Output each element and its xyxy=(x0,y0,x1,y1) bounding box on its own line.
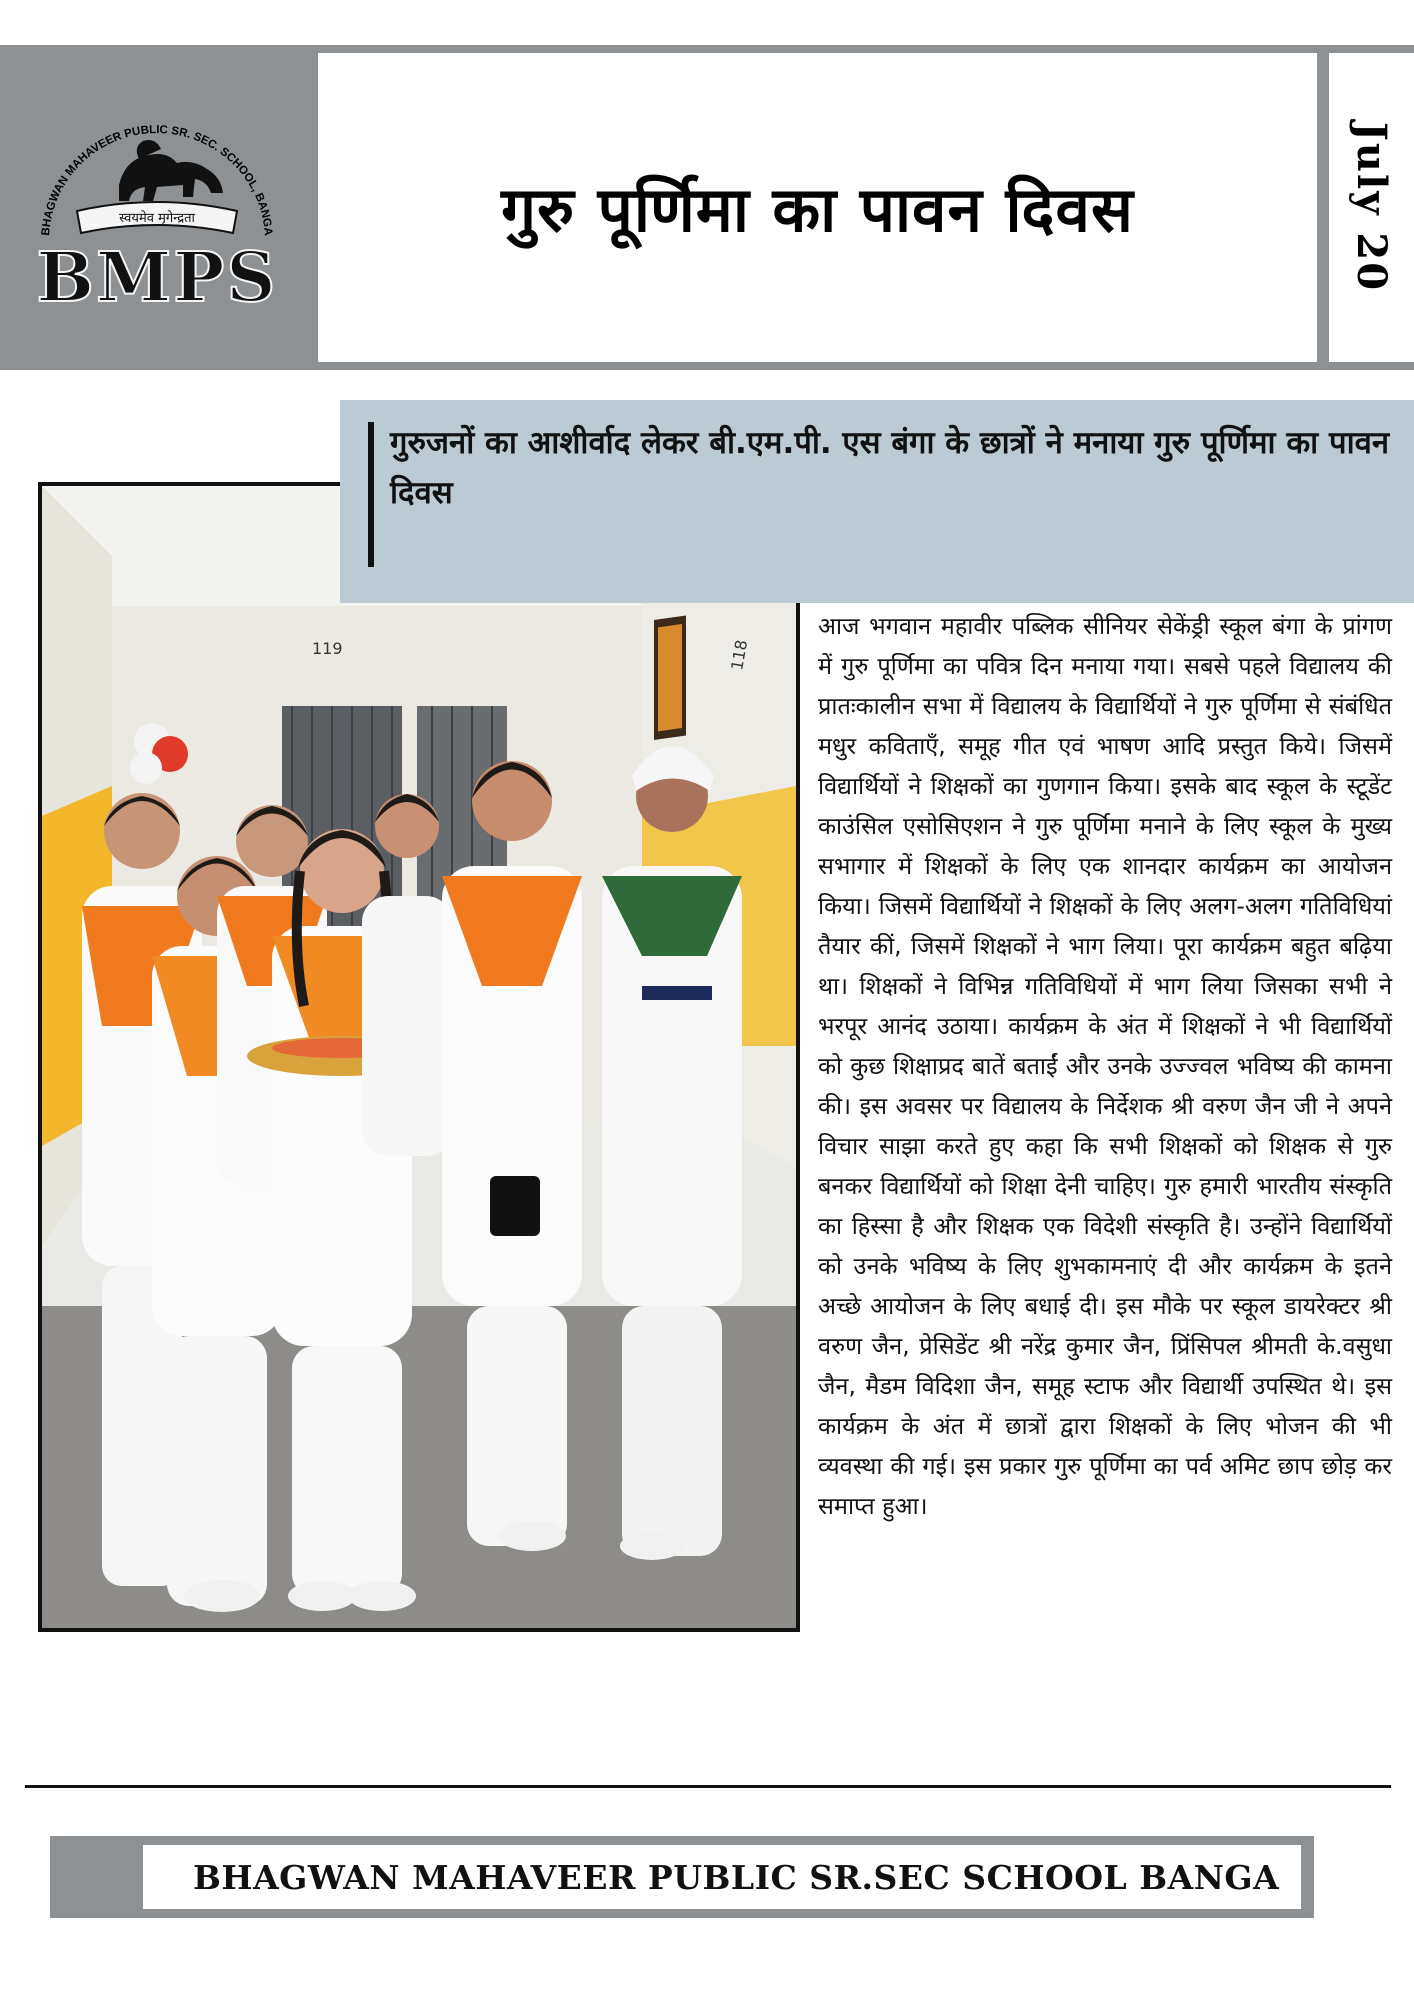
subtitle-box xyxy=(340,400,1414,603)
article-body: आज भगवान महावीर पब्लिक सीनियर सेकेंड्री स्कूल बंगा के प्रांगण में गुरु पूर्णिमा का पवित्र दिन मनाया गया। सबसे पहले विद्यालय की प्रातःकालीन सभा में विद्यालय के विद्यार्थियों ने गुरु पूर्णिमा से संबंधित मधुर कविताएँ, समूह गीत एवं भाषण आदि प्रस्तुत किये। जिसमें विद्यार्थियों ने शिक्षकों का गुणगान किया। इसके बाद स्कूल के स्टूडेंट काउंसिल एसोसिएशन ने गुरु पूर्णिमा मनाने के लिए स्कूल के मुख्य सभागार में शिक्षकों के लिए एक शानदार कार्यक्रम का आयोजन किया। जिसमें विद्यार्थियों ने शिक्षकों के लिए अलग-अलग गतिविधियां तैयार कीं, जिसमें शिक्षकों ने भाग लिया। पूरा कार्यक्रम बहुत बढ़िया था। शिक्षकों ने विभिन्न गतिविधियों में भाग लिया जिसका सभी ने भरपूर आनंद उठाया। कार्यक्रम के अंत में शिक्षकों ने भी विद्यार्थियों को कुछ शिक्षाप्रद बातें बताईं और उनके उज्ज्वल भविष्य की कामना की। इस अवसर पर विद्यालय के निर्देशक श्री वरुण जैन जी ने अपने विचार साझा करते हुए कहा कि सभी शिक्षकों को शिक्षक से गुरु बनकर विद्यार्थियों को शिक्षा देनी चाहिए। गुरु हमारी भारतीय संस्कृति का हिस्सा है और शिक्षक एक विदेशी संस्कृति है। उन्होंने विद्यार्थियों को उनके भविष्य के लिए शुभकामनाएं दी और कार्यक्रम के इतने अच्छे आयोजन के लिए बधाई दी। इस मौके पर स्कूल डायरेक्टर श्री वरुण जैन, प्रेसिडेंट श्री नरेंद्र कुमार जैन, प्रिंसिपल श्रीमती के.वसुधा जैन, मैडम विदिशा जैन, समूह स्टाफ और विद्यार्थी उपस्थित थे। इस कार्यक्रम के अंत में छात्रों द्वारा शिक्षकों के लिए भोजन की भी व्यवस्था की गई। इस प्रकार गुरु पूर्णिमा का पर्व अमिट छाप छोड़ कर समाप्त हुआ। xyxy=(818,612,1392,1520)
room-number-left: 119 xyxy=(312,639,343,658)
header-band xyxy=(0,45,1414,370)
school-logo xyxy=(0,45,314,370)
date-box xyxy=(1329,53,1414,362)
logo-initials: BMPS xyxy=(36,237,278,318)
title-box xyxy=(318,53,1317,362)
logo-motto: स्वयमेव मृगेन्द्रता xyxy=(119,210,195,226)
subtitle-accent-bar xyxy=(368,422,374,567)
logo-arc-text: BHAGWAN MAHAVEER PUBLIC SR. SEC. SCHOOL, BANGA xyxy=(40,123,274,236)
article-subtitle: गुरुजनों का आशीर्वाद लेकर बी.एम.पी. एस बंगा के छात्रों ने मनाया गुरु पूर्णिमा का पावन दिवस xyxy=(390,425,1390,511)
footer-band xyxy=(50,1836,1314,1918)
issue-date: July 20 xyxy=(1348,122,1395,293)
footer-divider xyxy=(25,1785,1391,1788)
bmps-logo-emblem xyxy=(7,93,307,323)
lion-icon xyxy=(119,140,223,201)
page-title: गुरु पूर्णिमा का पावन दिवस xyxy=(501,172,1134,246)
footer-school-name: BHAGWAN MAHAVEER PUBLIC SR.SEC SCHOOL BANGA xyxy=(193,1857,1280,1897)
room-number-right: 118 xyxy=(727,638,752,672)
students-photo-illustration xyxy=(42,486,796,1628)
footer-box xyxy=(140,1842,1304,1912)
event-photo xyxy=(38,482,800,1632)
